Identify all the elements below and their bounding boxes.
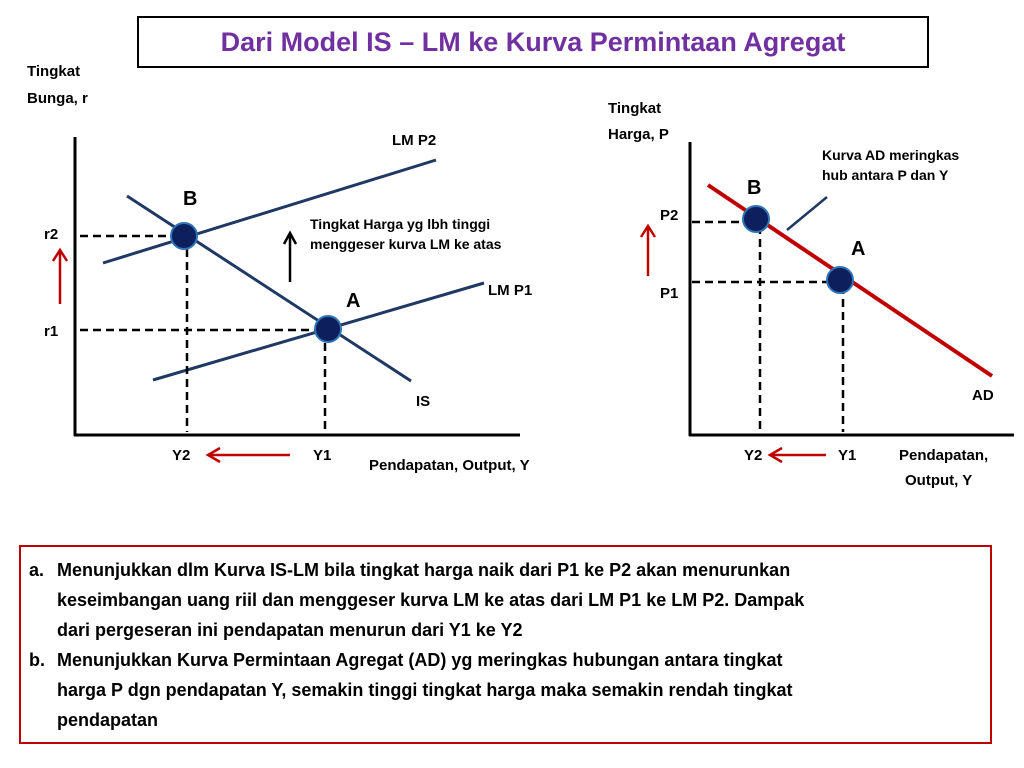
left-x-label: Pendapatan, Output, Y <box>369 457 530 474</box>
ad-annotation-pointer <box>787 197 827 230</box>
point-b-label: B <box>183 188 198 210</box>
left-y-label-2: Bunga, r <box>27 90 88 107</box>
ad-label: AD <box>972 387 994 404</box>
ad-annotation-2: hub antara P dan Y <box>822 167 949 183</box>
ad-annotation-1: Kurva AD meringkas <box>822 147 960 163</box>
right-y-label-2: Harga, P <box>608 126 669 143</box>
point-a-label: A <box>346 290 361 312</box>
explanation-list <box>29 555 978 735</box>
y1-label: Y1 <box>313 447 332 464</box>
r2-label: r2 <box>44 226 59 243</box>
explanation-box <box>19 545 992 744</box>
item-a-marker: a. <box>29 560 45 580</box>
item-a-line-3: dari pergeseran ini pendapatan menurun dari Y1 ke Y2 <box>57 620 523 640</box>
lm-p1-label: LM P1 <box>488 282 533 299</box>
equilibrium-point-b <box>171 223 197 249</box>
p1-label: P1 <box>660 285 679 302</box>
ad-point-b-label: B <box>747 177 762 199</box>
p2-label: P2 <box>660 207 679 224</box>
item-b-marker: b. <box>29 650 45 670</box>
right-y1-label: Y1 <box>838 447 857 464</box>
ad-point-a-label: A <box>851 238 866 260</box>
item-b-line-2: harga P dgn pendapatan Y, semakin tinggi tingkat harga maka semakin rendah tingkat <box>57 680 793 700</box>
ad-point-b <box>743 206 769 232</box>
right-y-label-1: Tingkat <box>608 100 662 117</box>
item-b-line-3: pendapatan <box>57 710 159 730</box>
item-a-line-1: Menunjukkan dlm Kurva IS-LM bila tingkat harga naik dari P1 ke P2 akan menurunkan <box>57 560 791 580</box>
equilibrium-point-a <box>315 316 341 342</box>
item-b-line-1: Menunjukkan Kurva Permintaan Agregat (AD) yg meringkas hubungan antara tingkat <box>57 650 783 670</box>
lm-shift-annotation-1: Tingkat Harga yg lbh tinggi <box>310 216 491 232</box>
page-title: Dari Model IS – LM ke Kurva Permintaan Agregat <box>220 26 846 57</box>
right-y2-label: Y2 <box>744 447 763 464</box>
y2-label: Y2 <box>172 447 191 464</box>
lm-p2-label: LM P2 <box>392 132 437 149</box>
explanation-item-b <box>29 645 978 735</box>
is-label: IS <box>416 393 431 410</box>
right-x-label-1: Pendapatan, <box>899 447 989 464</box>
ad-diagram <box>641 142 1014 462</box>
left-y-label-1: Tingkat <box>27 63 81 80</box>
explanation-item-a <box>29 555 978 645</box>
lm-shift-annotation-2: menggeser kurva LM ke atas <box>310 236 502 252</box>
right-x-label-2: Output, Y <box>905 472 973 489</box>
item-a-line-2: keseimbangan uang riil dan menggeser kurva LM ke atas dari LM P1 ke LM P2. Dampak <box>57 590 805 610</box>
r1-label: r1 <box>44 323 59 340</box>
is-lm-diagram <box>53 137 520 462</box>
ad-point-a <box>827 267 853 293</box>
